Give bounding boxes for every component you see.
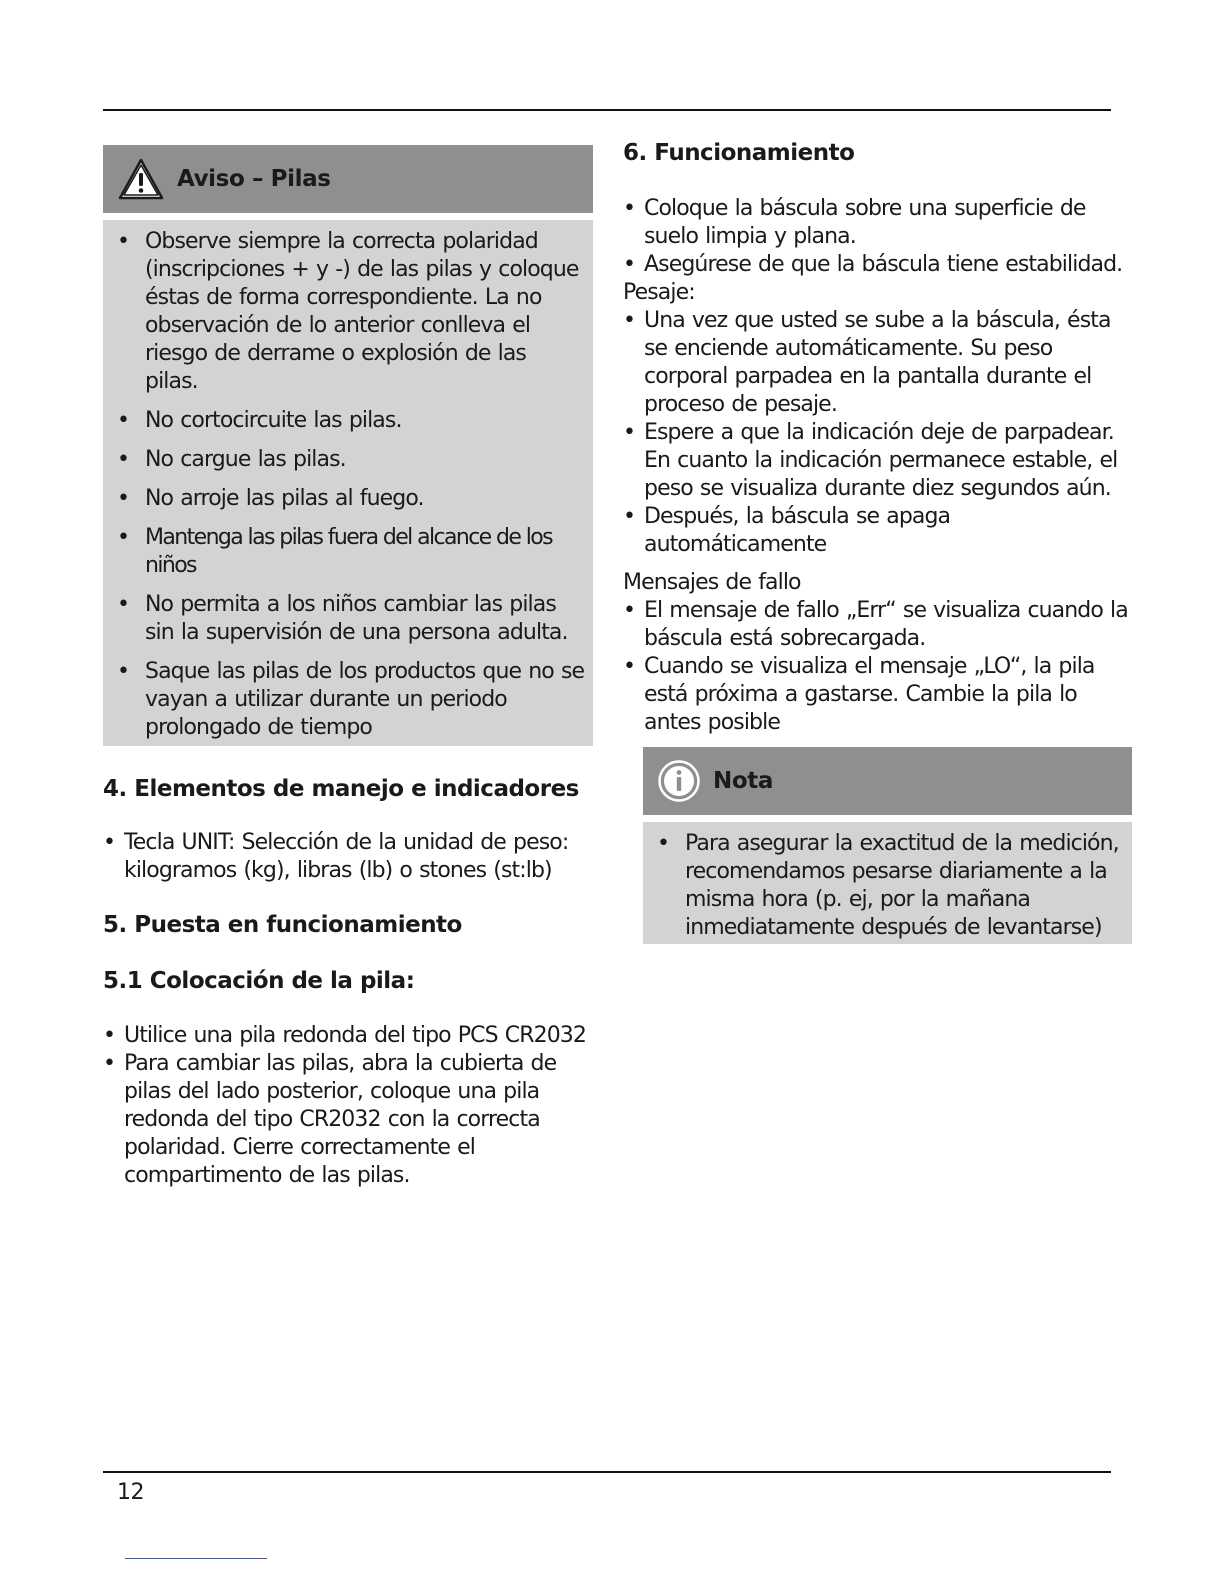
warning-box-title: Aviso – Pilas xyxy=(177,166,331,192)
list-item: • Saque las pilas de los productos que no se vayan a utilizar durante un periodo prolongado de tiempo xyxy=(117,658,585,742)
section-4-heading: 4. Elementos de manejo e indicadores xyxy=(103,776,579,802)
list-item: • No permita a los niños cambiar las pilas sin la supervisión de una persona adulta. xyxy=(117,591,585,647)
footer-link-underline xyxy=(125,1558,267,1559)
list-item: • Espere a que la indicación deje de parpadear. En cuanto la indicación permanece estable, el peso se visualiza durante diez segundos aún. xyxy=(623,419,1133,503)
list-item: • Coloque la báscula sobre una superficie de suelo limpia y plana. xyxy=(623,195,1133,251)
top-rule xyxy=(103,109,1111,111)
list-item: • Utilice una pila redonda del tipo PCS CR2032 xyxy=(103,1022,593,1050)
list-item: • Después, la báscula se apaga automáticamente xyxy=(623,503,1133,559)
warning-box-body xyxy=(103,220,593,746)
list-item: • Mantenga las pilas fuera del alcance de los niños xyxy=(117,524,585,580)
warning-box-header xyxy=(103,145,593,213)
pesaje-label: Pesaje: xyxy=(623,280,695,305)
errors-label: Mensajes de fallo xyxy=(623,570,801,595)
info-circle-icon xyxy=(657,759,701,803)
section-5-1-heading: 5.1 Colocación de la pila: xyxy=(103,968,415,994)
note-box xyxy=(643,747,1132,944)
list-item: • Tecla UNIT: Selección de la unidad de peso: kilogramos (kg), libras (lb) o stones (st:lb) xyxy=(103,829,593,885)
section-6-heading: 6. Funcionamiento xyxy=(623,140,855,166)
section-6-errors-list xyxy=(623,597,1133,737)
list-item: • Asegúrese de que la báscula tiene estabilidad. xyxy=(623,251,1133,279)
section-6-intro-list xyxy=(623,195,1133,279)
list-item: • Cuando se visualiza el mensaje „LO“, la pila está próxima a gastarse. Cambie la pila lo antes posible xyxy=(623,653,1133,737)
page-number: 12 xyxy=(117,1480,144,1505)
section-4-list xyxy=(103,829,593,885)
right-column xyxy=(623,138,1133,944)
list-item: • No cargue las pilas. xyxy=(117,446,585,474)
warning-box xyxy=(103,145,593,746)
bottom-rule xyxy=(103,1471,1111,1473)
list-item: • Una vez que usted se sube a la báscula, ésta se enciende automáticamente. Su peso corporal parpadea en la pantalla durante el proceso de pesaje. xyxy=(623,307,1133,419)
list-item: • Observe siempre la correcta polaridad (inscripciones + y -) de las pilas y coloque éstas de forma correspondiente. La no observación de lo anterior conlleva el riesgo de derrame o explosión de las pilas. xyxy=(117,228,585,396)
warning-triangle-icon xyxy=(117,157,165,201)
section-5-1-list xyxy=(103,1022,593,1190)
list-item: • Para cambiar las pilas, abra la cubierta de pilas del lado posterior, coloque una pila redonda del tipo CR2032 con la correcta polaridad. Cierre correctamente el compartimento de las pilas. xyxy=(103,1050,593,1190)
list-item: • No arroje las pilas al fuego. xyxy=(117,485,585,513)
list-item: • Para asegurar la exactitud de la medición, recomendamos pesarse diariamente a la misma hora (p. ej, por la mañana inmediatamente después de levantarse) xyxy=(657,830,1124,942)
note-box-header xyxy=(643,747,1132,815)
note-box-title: Nota xyxy=(713,768,773,794)
list-item: • El mensaje de fallo „Err“ se visualiza cuando la báscula está sobrecargada. xyxy=(623,597,1133,653)
list-item: • No cortocircuite las pilas. xyxy=(117,407,585,435)
section-6-pesaje-list xyxy=(623,307,1133,559)
left-column xyxy=(103,145,593,1190)
note-box-body xyxy=(643,822,1132,944)
section-5-heading: 5. Puesta en funcionamiento xyxy=(103,912,462,938)
